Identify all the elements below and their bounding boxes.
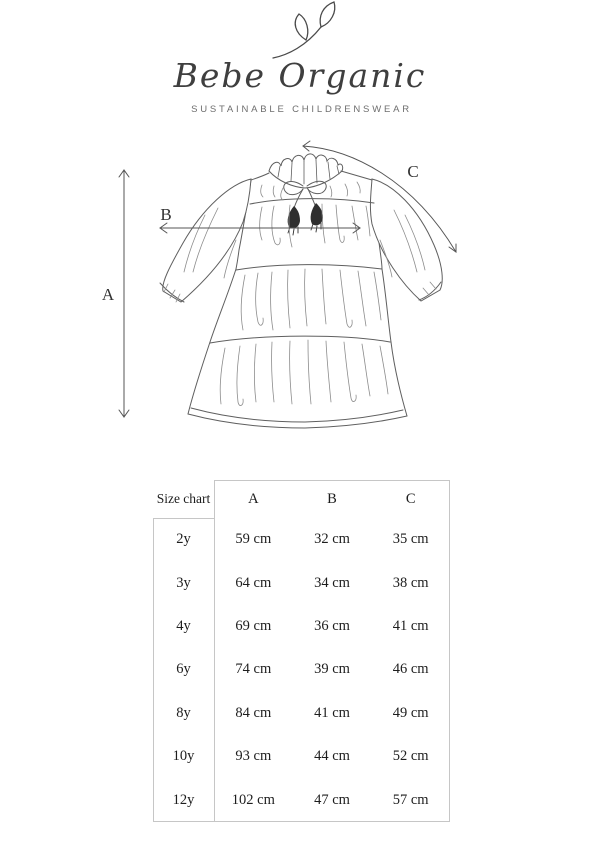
tier-seam-2 <box>210 336 390 343</box>
measurement-cell: 59 cm <box>235 531 272 548</box>
measurement-cell: 32 cm <box>314 531 350 548</box>
measurement-cell: 38 cm <box>392 574 429 591</box>
tassels <box>288 203 323 235</box>
measurement-cell: 84 cm <box>235 704 272 721</box>
size-table <box>153 480 450 822</box>
measurement-label-a: A <box>101 285 115 304</box>
measurement-cell: 44 cm <box>314 748 350 765</box>
size-label: 10y <box>172 748 195 765</box>
measurement-cell: 36 cm <box>314 618 350 635</box>
measurement-cell: 102 cm <box>231 791 275 808</box>
table-corner-header: Size chart <box>156 491 211 507</box>
measurement-cell: 49 cm <box>392 704 429 721</box>
measurement-cell: 64 cm <box>235 574 272 591</box>
column-header-c: C <box>405 490 416 507</box>
measurement-cell: 57 cm <box>392 791 429 808</box>
yoke-seam <box>250 199 374 204</box>
size-label: 6y <box>176 661 191 678</box>
brand-name: Bebe Organic <box>173 56 427 95</box>
size-label: 3y <box>176 574 191 591</box>
tier-seam-1 <box>236 265 382 270</box>
measurement-cell: 47 cm <box>314 791 350 808</box>
size-label: 4y <box>176 618 191 635</box>
table-body <box>153 518 450 822</box>
measurement-cell: 52 cm <box>392 748 429 765</box>
measurement-cell: 41 cm <box>392 618 429 635</box>
measurement-cell: 41 cm <box>314 704 350 721</box>
dress-sketch <box>160 154 442 428</box>
measurement-label-c: C <box>407 162 419 181</box>
measurement-cell: 74 cm <box>235 661 272 678</box>
measurement-cell: 46 cm <box>392 661 429 678</box>
sleeve-right <box>370 179 442 301</box>
branch-sprig-icon <box>273 2 335 58</box>
measurement-cell: 39 cm <box>314 661 350 678</box>
ruffle-collar <box>269 154 343 188</box>
measurement-cell: 34 cm <box>314 574 350 591</box>
column-header-a: A <box>248 490 259 507</box>
size-label: 2y <box>176 531 191 548</box>
column-header-b: B <box>327 490 337 507</box>
brand-tagline: SUSTAINABLE CHILDRENSWEAR <box>191 104 412 115</box>
sleeve-left <box>160 179 251 302</box>
measurement-arrow-a <box>119 170 129 417</box>
measurement-cell: 69 cm <box>235 618 272 635</box>
size-label: 8y <box>176 704 191 721</box>
measurement-label-b: B <box>160 205 172 224</box>
measurement-cell: 93 cm <box>235 748 272 765</box>
table-column-headers <box>214 480 450 518</box>
size-label: 12y <box>172 791 195 808</box>
measurement-cell: 35 cm <box>392 531 429 548</box>
